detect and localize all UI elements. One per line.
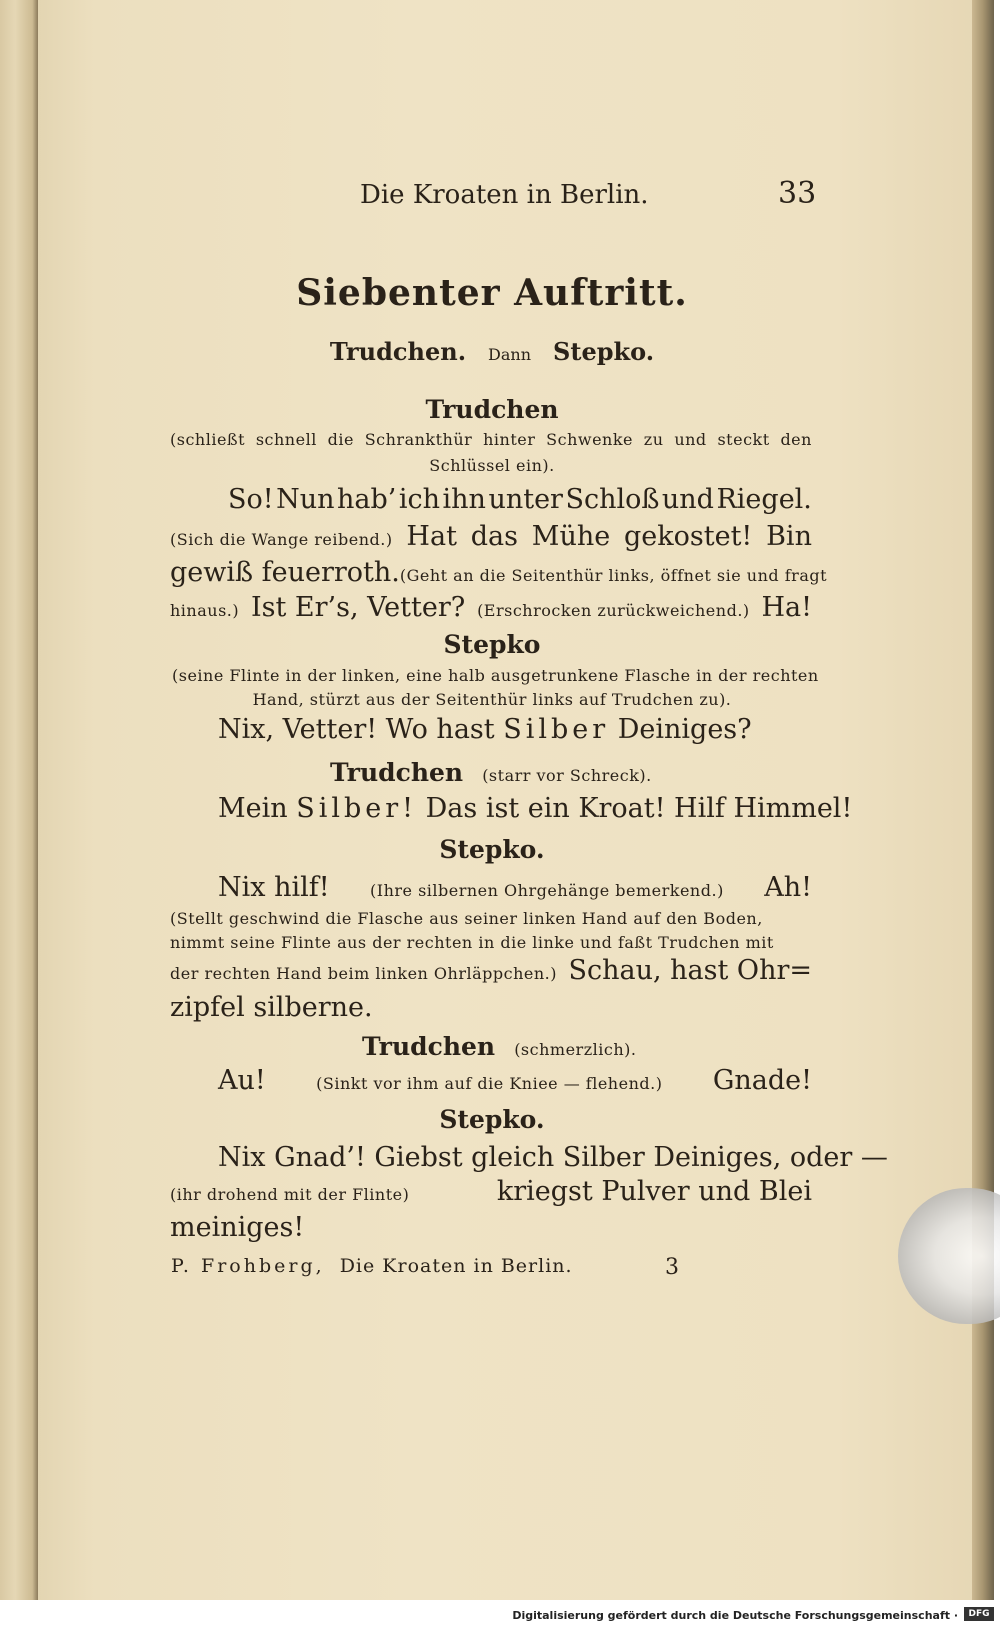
dialogue-line: (Sich die Wange reibend.) Hat das Mühe gekostet! Bin	[170, 521, 812, 552]
stage-direction: (Sinkt vor ihm auf die Kniee — flehend.)	[316, 1074, 663, 1093]
stage-direction: (Geht an die Seitenthür links, öffnet sie und fragt	[399, 566, 828, 585]
speaker-name: Stepko.	[439, 835, 545, 864]
stage-direction: nimmt seine Flinte aus der rechten in die linke und faßt Trudchen mit	[170, 933, 774, 952]
dialogue-line	[330, 758, 652, 787]
page-gutter-edge	[972, 0, 994, 1600]
author-name: P. Frohberg,	[171, 1255, 325, 1277]
stage-direction: Schlüssel ein).	[429, 456, 555, 475]
speaker-name: Trudchen	[425, 395, 559, 424]
dialogue-line: meiniges!	[170, 1212, 305, 1243]
stage-direction: (schließt schnell die Schrankthür hinter Schwenke zu und steckt den	[170, 430, 812, 449]
dialogue-line: So! Nun hab’ ich ihn unter Schloß und Riegel.	[228, 484, 812, 515]
running-title: Die Kroaten in Berlin.	[360, 180, 649, 210]
stage-direction: der rechten Hand beim linken Ohrläppchen.)	[170, 964, 557, 983]
stage-direction: (seine Flinte in der linken, eine halb ausgetrunkene Flasche in der rechten	[172, 666, 819, 685]
speaker-name: Trudchen	[330, 758, 464, 787]
digitization-credit: Digitalisierung gefördert durch die Deutsche Forschungsgemeinschaft ·	[512, 1609, 958, 1622]
page-number: 33	[778, 176, 817, 211]
dialogue-line: gewiß feuerroth. (Geht an die Seitenthür links, öffnet sie und fragt	[170, 557, 828, 588]
stage-direction: (schmerzlich).	[514, 1040, 637, 1059]
stage-direction: (Ihre silbernen Ohrgehänge bemerkend.)	[370, 881, 724, 900]
stage-direction: Hand, stürzt aus der Seitenthür links auf Trudchen zu).	[252, 690, 732, 709]
dialogue-line: Nix hilf! (Ihre silbernen Ohrgehänge bemerkend.) Ah!	[218, 872, 812, 903]
character-connector: Dann	[488, 345, 532, 364]
dialogue-line: hinaus.) Ist Er’s, Vetter? (Erschrocken zurückweichend.) Ha!	[170, 592, 812, 623]
scene-title: Siebenter Auftritt.	[296, 272, 688, 314]
sheet-signature: 3	[665, 1255, 679, 1280]
stage-direction: (Sich die Wange reibend.)	[170, 530, 393, 549]
character-stepko: Stepko.	[553, 337, 655, 366]
stage-direction: (Erschrocken zurückweichend.)	[477, 601, 750, 620]
stage-direction: (Stellt geschwind die Flasche aus seiner linken Hand auf den Boden,	[170, 909, 763, 928]
stage-direction: (starr vor Schreck).	[482, 766, 652, 785]
stage-direction: hinaus.)	[170, 601, 240, 620]
dialogue-line: (ihr drohend mit der Flinte) kriegst Pulver und Blei	[170, 1176, 812, 1207]
scene-characters	[172, 337, 812, 366]
character-trudchen: Trudchen.	[329, 337, 467, 366]
speaker-name: Stepko	[443, 630, 541, 659]
dialogue-line: der rechten Hand beim linken Ohrläppchen.) Schau, hast Ohr=	[170, 955, 812, 986]
book-title: Die Kroaten in Berlin.	[339, 1255, 573, 1277]
stage-direction: (ihr drohend mit der Flinte)	[170, 1185, 410, 1204]
dialogue-line: zipfel silberne.	[170, 992, 373, 1023]
dfg-logo: DFG	[964, 1607, 994, 1621]
dialogue-line: Mein Silber! Das ist ein Kroat! Hilf Himmel!	[218, 793, 853, 824]
signature-line	[171, 1255, 573, 1277]
speaker-name: Stepko.	[439, 1105, 545, 1134]
dialogue-line	[362, 1032, 636, 1061]
previous-page-edge	[0, 0, 38, 1600]
dialogue-line: Nix, Vetter! Wo hast Silber Deiniges?	[218, 714, 752, 745]
dialogue-line: Nix Gnad’! Giebst gleich Silber Deiniges, oder —	[218, 1142, 888, 1173]
speaker-name: Trudchen	[362, 1032, 496, 1061]
dialogue-line: Au! (Sinkt vor ihm auf die Kniee — flehend.) Gnade!	[218, 1065, 812, 1096]
